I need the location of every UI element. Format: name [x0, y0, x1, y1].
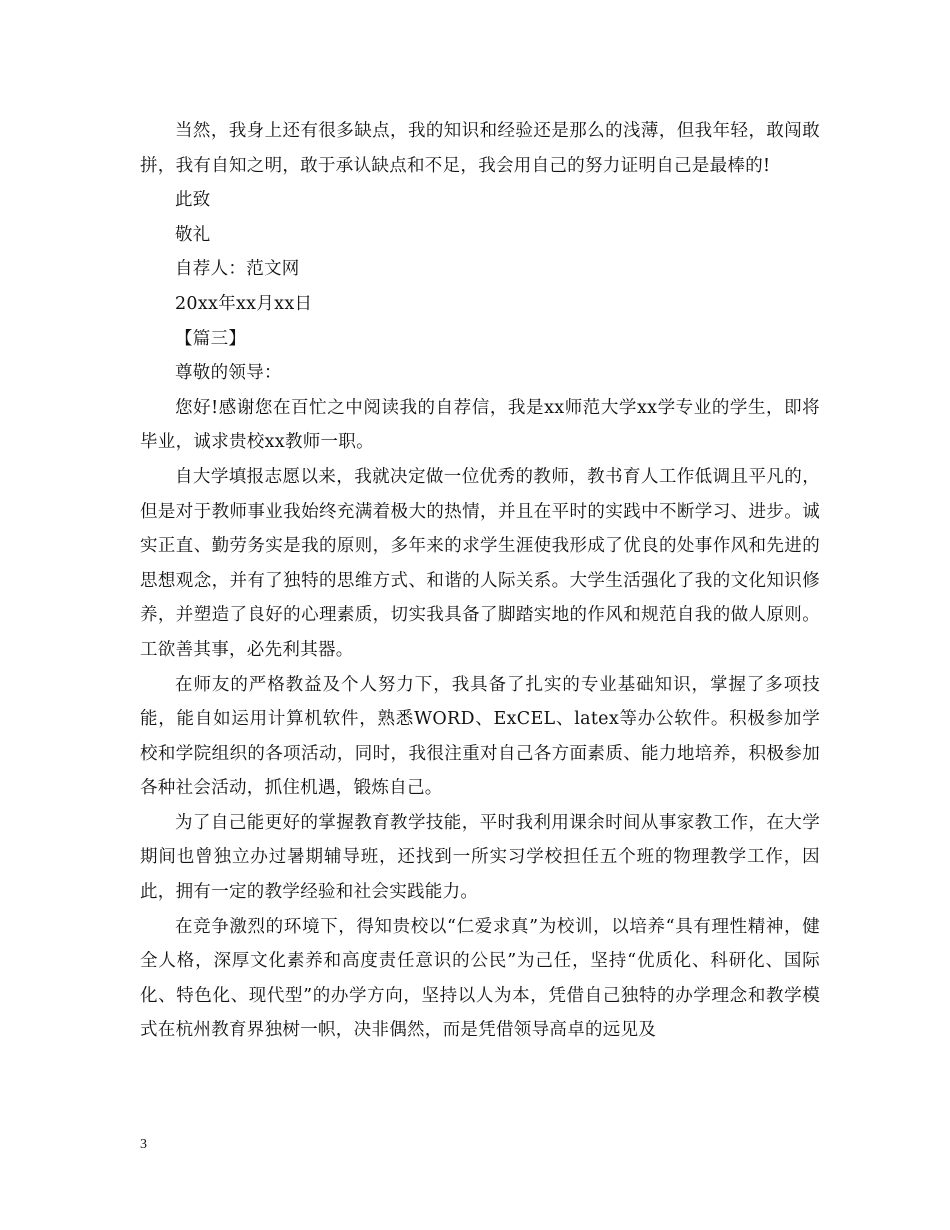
closing-respect: 敬礼	[175, 224, 211, 245]
signature-line: 自荐人：范文网	[175, 259, 300, 280]
paragraph-shortcomings: 当然，我身上还有很多缺点，我的知识和经验还是那么的浅薄，但我年轻，敢闯敢拼，我有自知之明，敢于承认缺点和不足，我会用自己的努力证明自己是最棒的!	[140, 121, 820, 176]
greeting-line: 尊敬的领导：	[175, 363, 282, 384]
date-line: 20xx年xx月xx日	[175, 293, 313, 314]
document-body	[140, 114, 820, 1048]
paragraph-experience: 为了自己能更好的掌握教育教学技能，平时我利用课余时间从事家教工作，在大学期间也曾独立办过暑期辅导班，还找到一所实习学校担任五个班的物理教学工作，因此，拥有一定的教学经验和社会实践能力。	[140, 812, 820, 903]
page-number: 3	[140, 1137, 147, 1152]
paragraph-skills: 在师友的严格教益及个人努力下，我具备了扎实的专业基础知识，掌握了多项技能，能自如运用计算机软件，熟悉WORD、ExCEL、latex等办公软件。积极参加学校和学院组织的各项活动，同时，我很注重对自己各方面素质、能力地培养，积极参加各种社会活动，抓住机遇，锻炼自己。	[140, 674, 820, 799]
section-heading: 【篇三】	[175, 328, 247, 349]
paragraph-school-praise: 在竞争激烈的环境下，得知贵校以“仁爱求真”为校训，以培养“具有理性精神，健全人格，深厚文化素养和高度责任意识的公民”为己任，坚持“优质化、科研化、国际化、特色化、现代型”的办学方向，坚持以人为本，凭借自己独特的办学理念和教学模式在杭州教育界独树一帜，决非偶然，而是凭借领导高卓的远见及	[140, 916, 820, 1041]
paragraph-motivation: 自大学填报志愿以来，我就决定做一位优秀的教师，教书育人工作低调且平凡的，但是对于教师事业我始终充满着极大的热情，并且在平时的实践中不断学习、进步。诚实正直、勤劳务实是我的原则，多年来的求学生涯使我形成了优良的处事作风和先进的思想观念，并有了独特的思维方式、和谐的人际关系。大学生活强化了我的文化知识修养，并塑造了良好的心理素质，切实我具备了脚踏实地的作风和规范自我的做人原则。工欲善其事，必先利其器。	[140, 466, 820, 660]
paragraph-introduction: 您好!感谢您在百忙之中阅读我的自荐信，我是xx师范大学xx学专业的学生，即将毕业，诚求贵校xx教师一职。	[140, 397, 820, 453]
closing-salutation: 此致	[175, 190, 211, 211]
